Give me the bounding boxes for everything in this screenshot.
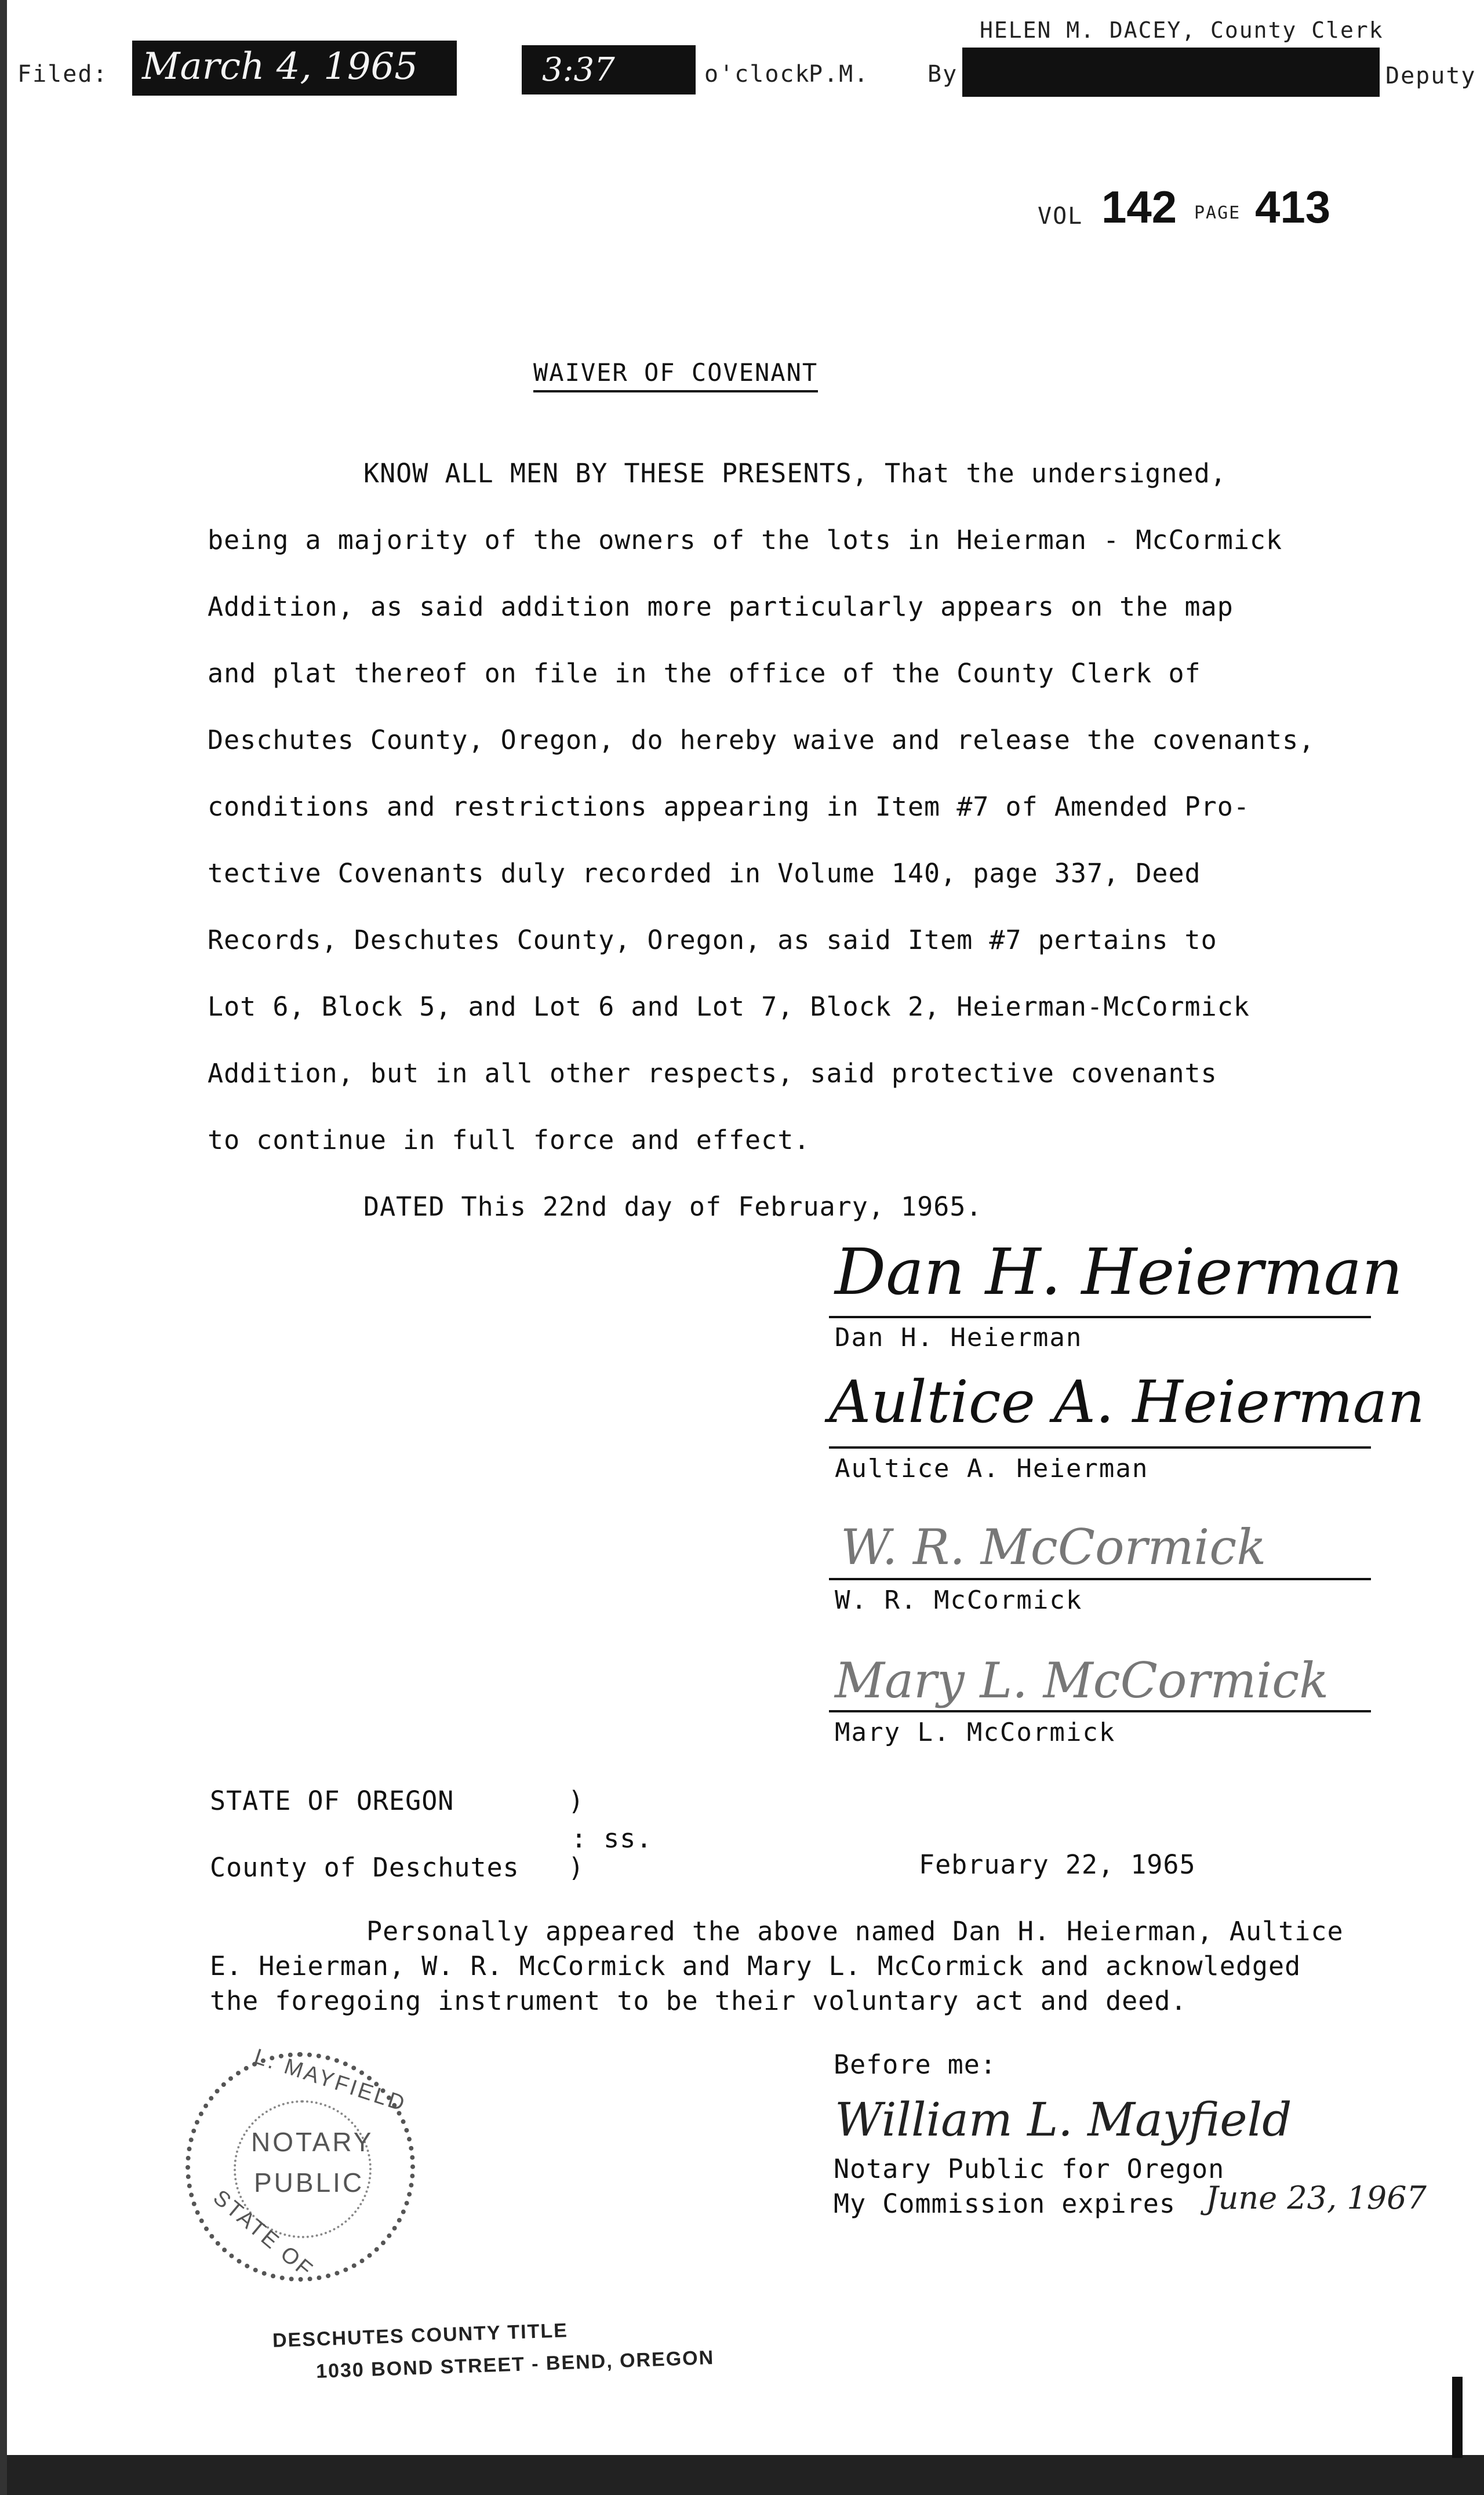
signature-2-rule <box>829 1446 1371 1449</box>
page-label: PAGE <box>1194 203 1241 223</box>
body-line: and plat thereof on file in the office of the County Clerk of <box>208 658 1201 689</box>
venue-state: STATE OF OREGON <box>210 1785 454 1816</box>
signature-2-name: Aultice A. Heierman <box>835 1454 1149 1483</box>
notary-seal <box>186 2044 415 2283</box>
seal-state: STATE OF <box>208 2185 319 2283</box>
oclock-label: o'clock <box>704 61 810 88</box>
seal-name: L. MAYFIELD <box>251 2044 410 2117</box>
signature-4-rule <box>829 1710 1371 1712</box>
deputy-redaction <box>962 48 1380 97</box>
body-line: Deschutes County, Oregon, do hereby waive and release the covenants, <box>208 725 1315 755</box>
body-line: tective Covenants duly recorded in Volume 140, page 337, Deed <box>208 858 1201 889</box>
filed-date-handwritten: March 4, 1965 <box>142 45 418 88</box>
body-line: Addition, as said addition more particularly appears on the map <box>208 591 1234 622</box>
acknowledgment-line: Personally appeared the above named Dan H. Heierman, Aultice <box>366 1916 1344 1947</box>
notary-title: Notary Public for Oregon <box>834 2154 1225 2184</box>
signature-4-name: Mary L. McCormick <box>835 1718 1116 1747</box>
venue-ss: : ss. <box>571 1823 653 1854</box>
title-underline <box>533 390 818 392</box>
body-line: Lot 6, Block 5, and Lot 6 and Lot 7, Block 2, Heierman-McCormick <box>208 991 1250 1022</box>
signature-2-handwritten: Aultice A. Heierman <box>829 1368 1425 1436</box>
before-me: Before me: <box>834 2049 996 2080</box>
signature-1-name: Dan H. Heierman <box>835 1323 1083 1352</box>
document-title <box>533 358 818 387</box>
deputy-label: Deputy <box>1385 63 1476 89</box>
by-label: By <box>928 61 958 88</box>
seal-notary: NOTARY <box>251 2127 374 2157</box>
scan-left-edge <box>0 0 7 2495</box>
scan-right-mark <box>1452 2377 1463 2458</box>
body-line: to continue in full force and effect. <box>208 1125 810 1155</box>
acknowledgment-date: February 22, 1965 <box>919 1849 1196 1880</box>
seal-public: PUBLIC <box>254 2167 365 2198</box>
filed-time: 3:37 <box>542 51 615 89</box>
page-number: 413 <box>1255 181 1331 232</box>
venue-county: County of Deschutes <box>210 1852 519 1883</box>
acknowledgment-line: E. Heierman, W. R. McCormick and Mary L. McCormick and acknowledged <box>210 1951 1301 1981</box>
venue-paren-top: ) <box>568 1785 585 1816</box>
meridiem-label: P.M. <box>809 61 870 88</box>
signature-4-handwritten: Mary L. McCormick <box>835 1652 1329 1709</box>
filed-label: Filed: <box>17 61 108 88</box>
county-clerk: HELEN M. DACEY, County Clerk <box>980 17 1384 43</box>
document-title-text: WAIVER OF COVENANT <box>533 358 819 387</box>
scan-bottom-edge <box>0 2455 1484 2495</box>
body-line: Addition, but in all other respects, said protective covenants <box>208 1058 1217 1089</box>
vol-number: 142 <box>1101 181 1177 232</box>
body-line: conditions and restrictions appearing in Item #7 of Amended Pro- <box>208 791 1250 822</box>
commission-label: My Commission expires <box>834 2188 1176 2219</box>
vol-label: VOL <box>1038 203 1083 230</box>
signature-1-rule <box>829 1316 1371 1318</box>
signature-3-rule <box>829 1578 1371 1580</box>
return-stamp-line-1: DESCHUTES COUNTY TITLE <box>272 2319 569 2352</box>
signature-1-handwritten: Dan H. Heierman <box>835 1235 1403 1309</box>
body-line: Records, Deschutes County, Oregon, as said Item #7 pertains to <box>208 925 1217 955</box>
body-line: KNOW ALL MEN BY THESE PRESENTS, That the undersigned, <box>363 458 1227 489</box>
return-stamp-line-2: 1030 BOND STREET - BEND, OREGON <box>315 2347 715 2383</box>
acknowledgment-line: the foregoing instrument to be their voluntary act and deed. <box>210 1985 1187 2016</box>
dated-line: DATED This 22nd day of February, 1965. <box>363 1191 983 1222</box>
notary-signature: William L. Mayfield <box>835 2093 1292 2147</box>
commission-date: June 23, 1967 <box>1206 2180 1427 2216</box>
signature-3-handwritten: W. R. McCormick <box>841 1519 1267 1576</box>
venue-paren-bottom: ) <box>568 1852 585 1883</box>
signature-3-name: W. R. McCormick <box>835 1585 1083 1615</box>
body-line: being a majority of the owners of the lots in Heierman - McCormick <box>208 525 1283 555</box>
